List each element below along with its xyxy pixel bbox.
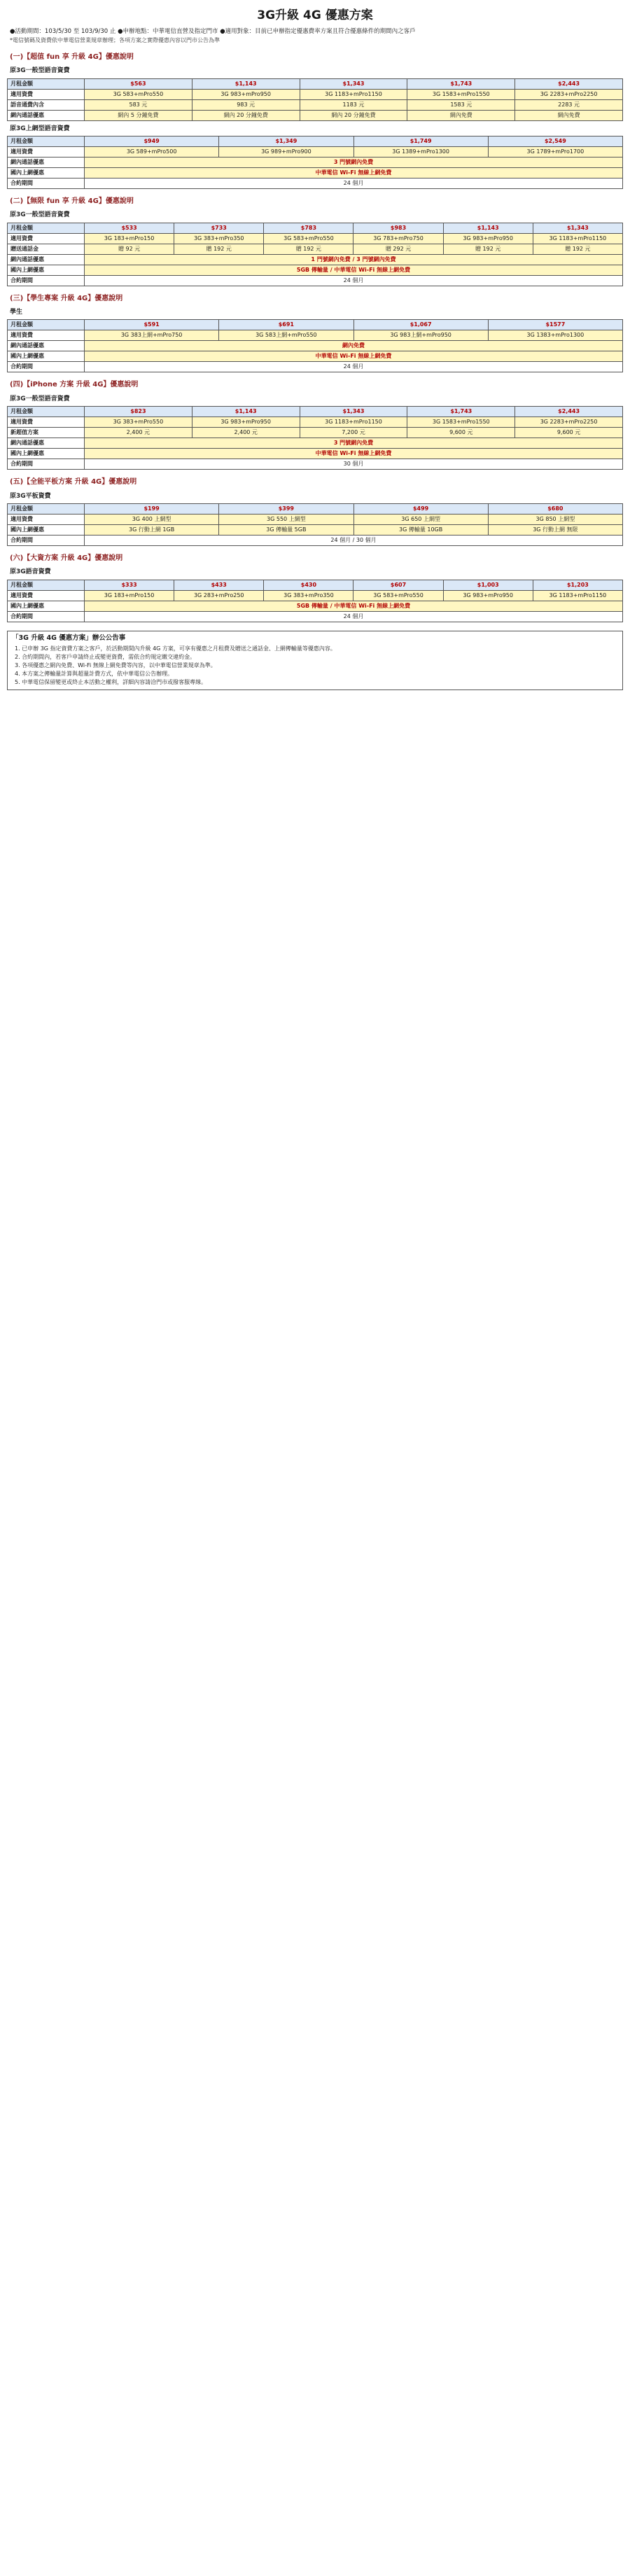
table-cell: 3G 傳輸量 5GB: [219, 524, 354, 535]
section-heading: (四)【iPhone 方案 升級 4G】優惠說明: [10, 381, 139, 389]
merged-cell: 24 個月: [85, 362, 623, 372]
row-label: 合約期間: [8, 459, 85, 470]
table-cell: 3G 1183+mPro1150: [533, 233, 622, 244]
table-cell: 1583 元: [407, 99, 515, 110]
table-cell: 3G 1583+mPro1550: [407, 89, 515, 99]
row-label: 適用資費: [8, 330, 85, 341]
row-label: 適用資費: [8, 146, 85, 157]
row-label: 網內通話優惠: [8, 110, 85, 120]
table-row: [8, 611, 623, 622]
table-cell: 3G 183+mPro150: [85, 233, 174, 244]
subsection-heading: 原3G一般型語音資費: [10, 395, 70, 402]
table-cell: $2,443: [515, 78, 623, 89]
table-cell: $1,343: [533, 223, 622, 233]
row-label: 語音通費內含: [8, 99, 85, 110]
table-row: [8, 78, 623, 89]
table-cell: 3G 650 上網型: [354, 514, 488, 524]
table-cell: 2283 元: [515, 99, 623, 110]
table-row: [8, 351, 623, 362]
table-row: [8, 417, 623, 428]
table-cell: 3G 傳輸量 10GB: [354, 524, 488, 535]
table-cell: 3G 983+mPro950: [443, 233, 533, 244]
plan-table: [7, 136, 623, 189]
table-cell: $199: [85, 503, 219, 514]
table-cell: 網內免費: [515, 110, 623, 120]
merged-cell: 24 個月 / 30 個月: [85, 535, 623, 545]
table-cell: 贈 92 元: [85, 244, 174, 254]
table-cell: 3G 283+mPro250: [174, 590, 264, 601]
table-cell: 3G 783+mPro750: [354, 233, 443, 244]
merged-cell: 中華電信 Wi-Fi 無線上網免費: [85, 449, 623, 459]
table-row: [8, 459, 623, 470]
merged-cell: 24 個月: [85, 275, 623, 286]
table-row: [8, 330, 623, 341]
row-label: 新超值方案: [8, 428, 85, 438]
table-cell: 3G 1183+mPro1150: [300, 89, 407, 99]
notes-box: [7, 631, 623, 690]
table-cell: 3G 550 上網型: [219, 514, 354, 524]
table-cell: 3G 1183+mPro1150: [300, 417, 407, 428]
table-cell: $2,443: [515, 407, 623, 417]
table-row: [8, 601, 623, 611]
table-row: [8, 89, 623, 99]
plan-table: [7, 78, 623, 121]
plan-table: [7, 503, 623, 546]
plan-sections: [7, 52, 623, 622]
table-cell: 贈 192 元: [533, 244, 622, 254]
merged-cell: 30 個月: [85, 459, 623, 470]
table-row: [8, 524, 623, 535]
table-cell: 983 元: [192, 99, 300, 110]
table-cell: 贈 292 元: [354, 244, 443, 254]
table-cell: $591: [85, 320, 219, 330]
table-cell: $1,143: [443, 223, 533, 233]
table-cell: 3G 589+mPro500: [85, 146, 219, 157]
note-item: 2. 合約期間內，若客戶申請終止或變更資費，需依合約規定繳交違約金。: [15, 653, 196, 660]
row-label: 國內上網優惠: [8, 265, 85, 275]
row-label: 月租金額: [8, 223, 85, 233]
subsection-heading: 原3G上網型語音資費: [10, 125, 70, 132]
table-cell: 贈 192 元: [174, 244, 264, 254]
table-cell: $691: [219, 320, 354, 330]
document-page: [7, 7, 623, 2562]
section-heading: (一)【超值 fun 享 升級 4G】優惠說明: [10, 52, 134, 61]
table-row: [8, 254, 623, 265]
notice-line-1: ●活動期間：103/5/30 至 103/9/30 止 ●申辦地點：中華電信直營及指定門市 ●適用對象：目前已申辦指定優惠費率方案且符合優惠條件的期間內之客戶: [10, 28, 416, 36]
table-cell: 網內 20 分鐘免費: [300, 110, 407, 120]
table-row: [8, 438, 623, 449]
subsection-heading: 原3G語音資費: [10, 568, 51, 576]
table-cell: 2,400 元: [192, 428, 300, 438]
table-row: [8, 590, 623, 601]
notice-line-2: *電信號碼及資費依中華電信營業規章辦理；各項方案之實際優惠內容以門市公告為準: [10, 36, 220, 43]
row-label: 月租金額: [8, 503, 85, 514]
table-cell: 3G 1789+mPro1700: [488, 146, 622, 157]
row-label: 適用資費: [8, 590, 85, 601]
table-row: [8, 449, 623, 459]
table-row: [8, 580, 623, 590]
table-row: [8, 320, 623, 330]
table-row: [8, 146, 623, 157]
table-row: [8, 110, 623, 120]
row-label: 月租金額: [8, 320, 85, 330]
table-cell: 3G 583上網+mPro550: [219, 330, 354, 341]
table-cell: $607: [354, 580, 443, 590]
table-cell: 3G 983+mPro950: [443, 590, 533, 601]
subsection-heading: 原3G一般型語音資費: [10, 211, 70, 219]
table-cell: $823: [85, 407, 192, 417]
notes-list: [12, 645, 618, 687]
row-label: 合約期間: [8, 275, 85, 286]
table-row: [8, 233, 623, 244]
table-cell: 3G 383+mPro350: [174, 233, 264, 244]
subsection-heading: 學生: [10, 309, 23, 316]
merged-cell: 5GB 傳輸量 / 中華電信 Wi-Fi 無線上網免費: [85, 601, 623, 611]
table-cell: 3G 983+mPro950: [192, 417, 300, 428]
table-cell: $1,067: [354, 320, 488, 330]
table-cell: $563: [85, 78, 192, 89]
row-label: 合約期間: [8, 362, 85, 372]
table-cell: 3G 983上網+mPro950: [354, 330, 488, 341]
table-cell: $1,343: [300, 78, 407, 89]
subsection-heading: 原3G一般型語音資費: [10, 67, 70, 75]
table-cell: 贈 192 元: [264, 244, 354, 254]
table-cell: $1,743: [407, 407, 515, 417]
row-label: 國內上網優惠: [8, 167, 85, 178]
row-label: 國內上網優惠: [8, 601, 85, 611]
row-label: 月租金額: [8, 580, 85, 590]
merged-cell: 24 個月: [85, 611, 623, 622]
merged-cell: 5GB 傳輸量 / 中華電信 Wi-Fi 無線上網免費: [85, 265, 623, 275]
row-label: 月租金額: [8, 78, 85, 89]
merged-cell: 1 門號網內免費 / 3 門號網內免費: [85, 254, 623, 265]
table-cell: 2,400 元: [85, 428, 192, 438]
table-row: [8, 244, 623, 254]
subsection-heading: 原3G平板資費: [10, 492, 51, 500]
table-cell: $783: [264, 223, 354, 233]
row-label: 國內上網優惠: [8, 351, 85, 362]
row-label: 網內通話優惠: [8, 157, 85, 167]
section-heading: (五)【全能平板方案 升級 4G】優惠說明: [10, 478, 137, 486]
table-cell: 3G 1583+mPro1550: [407, 417, 515, 428]
notes-title: 「3G 升級 4G 優惠方案」辦公公告事: [12, 634, 126, 642]
row-label: 國內上網優惠: [8, 449, 85, 459]
table-cell: $1,749: [354, 136, 488, 146]
table-cell: $1,203: [533, 580, 622, 590]
table-cell: $430: [264, 580, 354, 590]
table-cell: 3G 1183+mPro1150: [533, 590, 622, 601]
table-cell: 3G 583+mPro550: [85, 89, 192, 99]
table-row: [8, 514, 623, 524]
merged-cell: 網內免費: [85, 341, 623, 351]
table-cell: 3G 850 上網型: [488, 514, 622, 524]
table-cell: $1577: [488, 320, 622, 330]
table-cell: 3G 989+mPro900: [219, 146, 354, 157]
table-row: [8, 362, 623, 372]
row-label: 合約期間: [8, 611, 85, 622]
row-label: 國內上網優惠: [8, 524, 85, 535]
table-cell: 3G 2283+mPro2250: [515, 417, 623, 428]
table-cell: 3G 583+mPro550: [354, 590, 443, 601]
merged-cell: 3 門號網內免費: [85, 157, 623, 167]
table-cell: 3G 383+mPro550: [85, 417, 192, 428]
row-label: 月租金額: [8, 136, 85, 146]
row-label: 適用資費: [8, 233, 85, 244]
row-label: 適用資費: [8, 417, 85, 428]
row-label: 月租金額: [8, 407, 85, 417]
table-cell: 3G 983+mPro950: [192, 89, 300, 99]
merged-cell: 中華電信 Wi-Fi 無線上網免費: [85, 351, 623, 362]
row-label: 網內通話優惠: [8, 341, 85, 351]
plan-table: [7, 580, 623, 622]
table-cell: $533: [85, 223, 174, 233]
table-cell: 網內 20 分鐘免費: [192, 110, 300, 120]
table-cell: $1,343: [300, 407, 407, 417]
row-label: 網內通話優惠: [8, 254, 85, 265]
table-cell: 3G 2283+mPro2250: [515, 89, 623, 99]
table-row: [8, 407, 623, 417]
note-item: 3. 各項優惠之網內免費、Wi-Fi 無線上網免費等內容，以中華電信營業規章為準。: [15, 662, 216, 668]
section-heading: (二)【無限 fun 享 升級 4G】優惠說明: [10, 197, 134, 205]
table-cell: 583 元: [85, 99, 192, 110]
table-row: [8, 178, 623, 188]
plan-table: [7, 223, 623, 286]
table-cell: 1183 元: [300, 99, 407, 110]
table-cell: $1,003: [443, 580, 533, 590]
table-cell: $2,549: [488, 136, 622, 146]
table-cell: 網內免費: [407, 110, 515, 120]
table-row: [8, 503, 623, 514]
table-cell: $733: [174, 223, 264, 233]
table-cell: 3G 1389+mPro1300: [354, 146, 488, 157]
table-cell: 7,200 元: [300, 428, 407, 438]
merged-cell: 3 門號網內免費: [85, 438, 623, 449]
table-cell: $983: [354, 223, 443, 233]
table-cell: 3G 行動上網 1GB: [85, 524, 219, 535]
table-row: [8, 535, 623, 545]
table-cell: 3G 400 上網型: [85, 514, 219, 524]
table-row: [8, 341, 623, 351]
table-cell: 3G 583+mPro550: [264, 233, 354, 244]
table-row: [8, 275, 623, 286]
table-cell: $680: [488, 503, 622, 514]
table-cell: 3G 行動上網 無限: [488, 524, 622, 535]
row-label: 合約期間: [8, 535, 85, 545]
table-cell: 3G 183+mPro150: [85, 590, 174, 601]
table-row: [8, 157, 623, 167]
table-cell: 3G 1383+mPro1300: [488, 330, 622, 341]
note-item: 1. 已申辦 3G 指定資費方案之客戶，於活動期間內升級 4G 方案，可享有優惠之月租費及贈送之通話金、上網傳輸量等優惠內容。: [15, 645, 336, 652]
table-cell: $399: [219, 503, 354, 514]
table-cell: $1,743: [407, 78, 515, 89]
table-cell: 贈 192 元: [443, 244, 533, 254]
merged-cell: 24 個月: [85, 178, 623, 188]
plan-table: [7, 406, 623, 470]
row-label: 贈送通話金: [8, 244, 85, 254]
table-row: [8, 223, 623, 233]
table-cell: 9,600 元: [407, 428, 515, 438]
table-row: [8, 99, 623, 110]
table-cell: $949: [85, 136, 219, 146]
row-label: 適用資費: [8, 89, 85, 99]
note-item: 4. 本方案之傳輸量計算與超量計費方式，依中華電信公告辦理。: [15, 670, 174, 677]
note-item: 5. 中華電信保留變更或終止本活動之權利，詳細內容請洽門市或撥客服專線。: [15, 678, 207, 685]
table-cell: 3G 383上網+mPro750: [85, 330, 219, 341]
document-title: 3G升級 4G 優惠方案: [257, 8, 373, 22]
table-row: [8, 428, 623, 438]
table-cell: $1,349: [219, 136, 354, 146]
table-cell: 9,600 元: [515, 428, 623, 438]
table-row: [8, 167, 623, 178]
plan-table: [7, 319, 623, 372]
merged-cell: 中華電信 Wi-Fi 無線上網免費: [85, 167, 623, 178]
table-cell: $433: [174, 580, 264, 590]
row-label: 適用資費: [8, 514, 85, 524]
table-cell: $1,143: [192, 78, 300, 89]
row-label: 合約期間: [8, 178, 85, 188]
row-label: 網內通話優惠: [8, 438, 85, 449]
table-cell: $499: [354, 503, 488, 514]
table-cell: 網內 5 分鐘免費: [85, 110, 192, 120]
section-heading: (三)【學生專案 升級 4G】優惠說明: [10, 294, 123, 302]
table-cell: 3G 383+mPro350: [264, 590, 354, 601]
table-row: [8, 265, 623, 275]
table-row: [8, 136, 623, 146]
table-cell: $333: [85, 580, 174, 590]
section-heading: (六)【大資方案 升級 4G】優惠說明: [10, 554, 123, 562]
table-cell: $1,143: [192, 407, 300, 417]
